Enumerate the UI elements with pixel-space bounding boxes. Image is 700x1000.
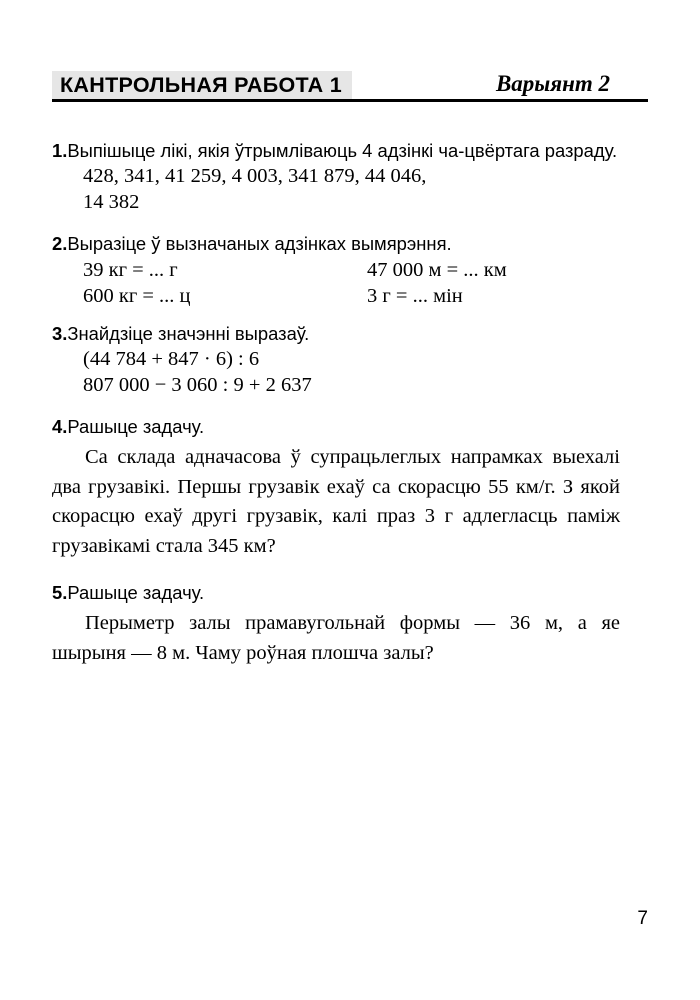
- task-3-expression-2: 807 000 − 3 060 : 9 + 2 637: [83, 373, 312, 396]
- task-5: [52, 580, 620, 668]
- task-2-number: 2.: [52, 233, 68, 254]
- unit-cell-right: 3 г = ... мін: [367, 284, 463, 307]
- variant-label: Варыянт 2: [495, 71, 610, 96]
- spacer-after-task-4: [52, 563, 620, 580]
- worksheet-title: КАНТРОЛЬНАЯ РАБОТА 1: [60, 72, 342, 97]
- task-3-number: 3.: [52, 323, 68, 344]
- task-5-instruction-line: [52, 580, 620, 605]
- task-3-expression-1: (44 784 + 847 · 6) : 6: [83, 348, 260, 370]
- spacer-after-task-2: [52, 311, 620, 321]
- header-divider: [52, 99, 648, 102]
- task-2-instruction: Выразіце ў вызначаных адзінках вымярэння.: [67, 233, 452, 254]
- worksheet-title-highlight: [52, 71, 352, 100]
- task-1: [52, 138, 620, 215]
- task-4-number: 4.: [52, 416, 68, 437]
- task-3-content: [52, 347, 620, 398]
- task-2-instruction-line: [52, 231, 620, 256]
- header-row: [52, 62, 648, 99]
- unit-row: [83, 258, 620, 284]
- unit-cell-right: 47 000 м = ... км: [367, 259, 507, 281]
- unit-row: [83, 284, 620, 310]
- task-1-instruction: Выпішыце лікі, якія ўтрымліваюць 4 адзінкі ча-цвёртага разраду.: [67, 140, 618, 161]
- task-2: [52, 231, 620, 309]
- task-1-numbers-line-1: 428, 341, 41 259, 4 003, 341 879, 44 046,: [83, 165, 427, 187]
- task-1-instruction-line: [52, 138, 620, 163]
- unit-cell-left: 600 кг = ... ц: [83, 284, 191, 307]
- task-4-instruction-line: [52, 414, 620, 439]
- task-3: [52, 321, 620, 398]
- task-1-content: [52, 164, 620, 215]
- page-number: 7: [637, 908, 648, 929]
- task-5-problem-text: Перыметр залы прамавугольнай формы — 36 м, а яе шырыня — 8 м. Чаму роўная плошча залы?: [52, 612, 620, 664]
- unit-cell-left: 39 кг = ... г: [83, 259, 178, 281]
- task-4-problem-text: Са склада адначасова ў супрацьлеглых напрамках выехалі два грузавікі. Першы грузавік ехаў са скорасцю 55 км/г. З якой скорасцю ехаў другі грузавік, калі праз 3 г адлегласць паміж грузавікамі стала 345 км?: [52, 446, 620, 557]
- spacer-after-task-1: [52, 217, 620, 231]
- task-3-instruction: Знайдзіце значэнні выразаў.: [67, 323, 310, 344]
- header-divider-gap: [52, 103, 648, 104]
- task-5-instruction: Рашыце задачу.: [67, 582, 205, 603]
- spacer-after-task-3: [52, 400, 620, 414]
- task-2-unit-table: [52, 258, 620, 309]
- task-4: [52, 414, 620, 561]
- task-5-number: 5.: [52, 582, 68, 603]
- tasks-container: [52, 138, 620, 670]
- task-1-number: 1.: [52, 140, 68, 161]
- task-1-numbers-line-2: 14 382: [83, 190, 140, 213]
- task-4-instruction: Рашыце задачу.: [67, 416, 205, 437]
- task-3-instruction-line: [52, 321, 620, 346]
- page-header: [52, 62, 648, 102]
